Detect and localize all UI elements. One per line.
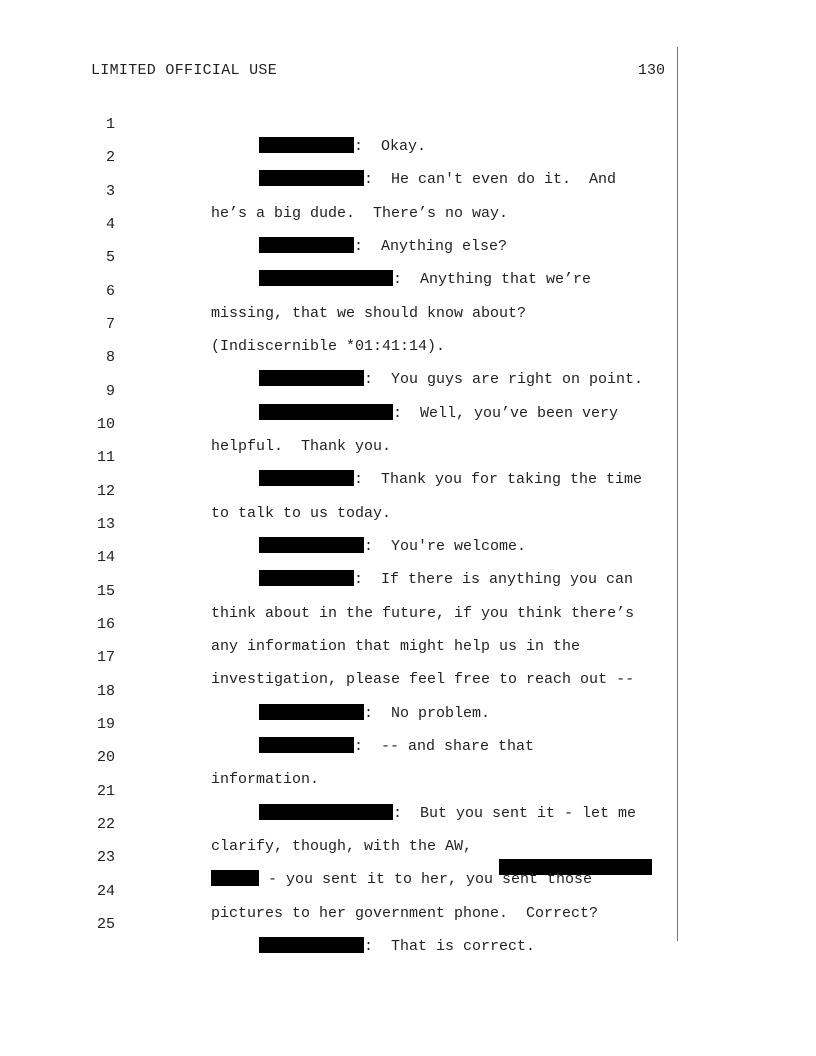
line-text: : That is correct.: [364, 938, 536, 955]
line-number: 9: [105, 383, 115, 400]
line-number: 15: [96, 583, 115, 600]
line-number: 16: [96, 616, 115, 633]
line-text: : Anything else?: [354, 238, 508, 255]
line-text: : If there is anything you can: [354, 571, 634, 588]
line-number: 14: [96, 549, 115, 566]
line-number: 1: [105, 116, 115, 133]
redaction-box: [259, 170, 364, 186]
line-text: : Well, you’ve been very: [393, 405, 619, 422]
line-text: - you sent it to her, you sent those: [259, 871, 593, 888]
transcript-line: [0, 459, 392, 522]
line-text: information.: [211, 771, 320, 788]
line-text: pictures to her government phone. Correct?: [211, 905, 599, 922]
redaction-box: [259, 270, 393, 286]
line-text: : Anything that we’re: [393, 271, 592, 288]
line-number: 24: [96, 883, 115, 900]
line-number: 2: [105, 149, 115, 166]
line-number: 17: [96, 649, 115, 666]
line-text: he’s a big dude. There’s no way.: [211, 205, 509, 222]
line-number: 11: [96, 449, 115, 466]
redaction-box: [259, 537, 364, 553]
line-number: 6: [105, 283, 115, 300]
redaction-box: [259, 404, 393, 420]
line-text: missing, that we should know about?: [211, 305, 527, 322]
line-text: clarify, though, with the AW,: [211, 838, 473, 855]
line-number: 12: [96, 483, 115, 500]
line-number: 7: [105, 316, 115, 333]
line-number: 22: [96, 816, 115, 833]
line-text: to talk to us today.: [211, 505, 392, 522]
transcript-line: [0, 792, 473, 855]
line-text: any information that might help us in the: [211, 638, 581, 655]
redaction-box: [211, 870, 259, 886]
line-text: : -- and share that: [354, 738, 535, 755]
line-number: 13: [96, 516, 115, 533]
transcript-line: [0, 392, 392, 455]
redaction-box: [259, 570, 354, 586]
line-number: 21: [96, 783, 115, 800]
line-text: : You guys are right on point.: [364, 371, 644, 388]
page-number: 130: [638, 62, 666, 79]
line-number: 20: [96, 749, 115, 766]
line-number: 10: [96, 416, 115, 433]
line-text: : You're welcome.: [364, 538, 527, 555]
line-text: investigation, please feel free to reach out --: [211, 671, 635, 688]
line-number: 25: [96, 916, 115, 933]
page-header-title: LIMITED OFFICIAL USE: [91, 62, 278, 79]
transcript-line: [0, 725, 320, 788]
line-text: : No problem.: [364, 705, 491, 722]
redaction-box: [259, 470, 354, 486]
redaction-box: [259, 737, 354, 753]
line-text: helpful. Thank you.: [211, 438, 392, 455]
line-text: : He can't even do it. And: [364, 171, 617, 188]
transcript-line: [0, 92, 427, 155]
redaction-box: [259, 804, 393, 820]
line-number: 4: [105, 216, 115, 233]
line-text: think about in the future, if you think there’s: [211, 605, 635, 622]
redaction-box: [259, 370, 364, 386]
line-number: 19: [96, 716, 115, 733]
line-text: : Okay.: [354, 138, 427, 155]
redaction-box: [259, 937, 364, 953]
margin-rule: [677, 47, 678, 941]
line-number: 3: [105, 183, 115, 200]
redaction-box: [259, 704, 364, 720]
redaction-box: [259, 237, 354, 253]
line-number: 18: [96, 683, 115, 700]
line-text: (Indiscernible *01:41:14).: [211, 338, 446, 355]
line-text: : But you sent it - let me: [393, 805, 637, 822]
line-text: : Thank you for taking the time: [354, 471, 643, 488]
line-number: 8: [105, 349, 115, 366]
redaction-box: [259, 137, 354, 153]
line-number: 5: [105, 249, 115, 266]
line-number: 23: [96, 849, 115, 866]
